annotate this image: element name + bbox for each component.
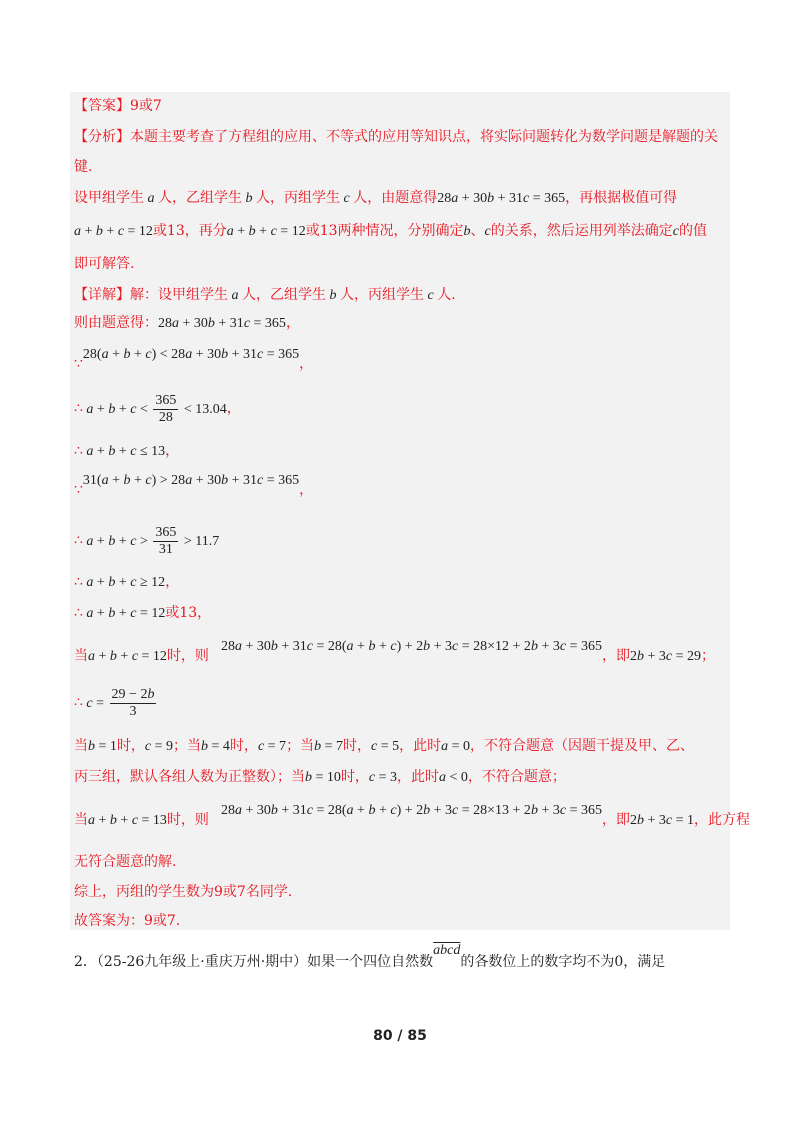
fraction: $\frac{365}{28}$ [155, 393, 177, 425]
text: ， [165, 443, 180, 459]
case12-line [74, 636, 715, 664]
var-c: c [672, 224, 679, 239]
equation: b = 4 [201, 739, 230, 754]
therefore-symbol: ∴ [74, 574, 83, 590]
analysis-end-line [74, 254, 134, 274]
fraction: $\frac{29 - 2b}{3}$ [111, 687, 155, 719]
analysis-line [74, 127, 718, 147]
text: 或13两种情况，分别确定 [305, 223, 464, 239]
equation: 28a + 30b + 31c = 365 [158, 316, 286, 331]
equation: a + b + c = 12 [88, 649, 167, 664]
equation: 28a + 30b + 31c = 28(a + b + c) + 2b + 3c = 28×12 + 2b + 3c = 365 [220, 639, 602, 654]
equation: a = 0 [441, 739, 470, 754]
text: 时， [116, 738, 145, 754]
inequality: a < 0 [439, 770, 468, 785]
question-text: 的各数位上的数字均不为0，满足 [460, 954, 666, 970]
therefore-line-3 [74, 525, 219, 558]
therefore-line-1 [74, 393, 241, 426]
enumeration-line [74, 736, 694, 757]
inequality: 28(a + b + c) < 28a + 30b + 31c = 365 [82, 347, 300, 362]
var-b: b [245, 191, 253, 206]
text: 人. [437, 287, 456, 303]
text: ，即 [601, 648, 630, 664]
therefore-symbol: ∴ [74, 400, 83, 417]
equation: c = 7 [257, 739, 287, 754]
text: 的值 [678, 223, 707, 239]
text: 人，丙组学生 [340, 287, 424, 303]
answer-text: 【答案】9或7 [74, 98, 162, 114]
text: 故答案为：9或7. [74, 913, 181, 929]
text: 时， [340, 769, 369, 785]
equation: c = 5 [370, 739, 400, 754]
text: 设甲组学生 [74, 190, 144, 206]
inequality: 31(a + b + c) > 28a + 30b + 31c = 365 [82, 473, 300, 488]
inequality: a + b + c > $\frac{365}{31}$ > 11.7 [86, 525, 220, 557]
equation: c = $\frac{29 - 2b}{3}$ [86, 687, 155, 719]
text: ； [701, 648, 715, 664]
final-answer-line [74, 911, 180, 931]
equation: b = 7 [314, 739, 343, 754]
equation: c = 9 [144, 739, 174, 754]
answer-line [74, 96, 162, 116]
four-digit-number: abcd [433, 943, 461, 958]
text: 人，乙组学生 [242, 287, 326, 303]
equation: a + b + c = 12 [226, 224, 306, 239]
text: 丙三组，默认各组人数为正整数）；当 [74, 769, 305, 785]
analysis-text: 【分析】本题主要考查了方程组的应用、不等式的应用等知识点，将实际问题转化为数学问题是解题的关 [74, 129, 718, 145]
equation: 28a + 30b + 31c = 365 [437, 191, 566, 206]
therefore-symbol: ∴ [74, 605, 83, 621]
text: ， [226, 400, 241, 417]
conclusion-line [74, 882, 292, 902]
var-c: c [343, 191, 350, 206]
therefore-symbol: ∴ [74, 443, 83, 459]
fraction: $\frac{365}{31}$ [155, 525, 177, 557]
analysis-text-cont: 键. [74, 159, 93, 175]
inequality: a + b + c ≤ 13 [86, 444, 166, 459]
case13-line [74, 800, 750, 828]
text: ；当 [173, 738, 202, 754]
text: 人，丙组学生 [256, 190, 340, 206]
text: 当 [74, 738, 88, 754]
text: 时， [342, 738, 371, 754]
text: 则由题意得： [74, 315, 158, 331]
question-text: 2．（25-26九年级上·重庆万州·期中）如果一个四位自然数 [74, 954, 434, 970]
var-c: c [427, 288, 434, 303]
text: 时， [229, 738, 258, 754]
analysis-line-cont [74, 157, 92, 177]
var-b: b [463, 224, 471, 239]
var-c: c [484, 224, 491, 239]
because-symbol: ∵ [74, 356, 83, 372]
text: 【详解】解：设甲组学生 [74, 287, 228, 303]
therefore-line-2 [74, 441, 179, 462]
therefore-line-5 [74, 603, 211, 624]
text: 人，由题意得 [353, 190, 438, 206]
therefore-symbol: ∴ [74, 694, 83, 711]
analysis-cases-line [74, 221, 707, 242]
text: 当 [74, 812, 88, 828]
text: 的关系，然后运用列举法确定 [490, 223, 673, 239]
text: 综上，丙组的学生数为9或7名同学. [74, 884, 293, 900]
text: ，此时 [399, 738, 442, 754]
because-line-2 [74, 470, 314, 498]
equation: c = 3 [368, 770, 398, 785]
text: 人，乙组学生 [158, 190, 242, 206]
because-symbol: ∵ [74, 482, 83, 498]
text: 或13，再分 [152, 223, 227, 239]
question-2 [74, 943, 666, 973]
page-number: 80 / 85 [373, 1028, 427, 1044]
equation: 28a + 30b + 31c = 28(a + b + c) + 2b + 3c = 28×13 + 2b + 3c = 365 [220, 803, 602, 818]
text: ，不符合题意（因题干提及甲、乙、 [470, 738, 694, 754]
equation: b = 10 [305, 770, 341, 785]
text: 时，则 [166, 648, 209, 664]
text: ，此时 [397, 769, 440, 785]
detail-line [74, 285, 456, 306]
text: ，即 [601, 812, 630, 828]
text: 即可解答. [74, 256, 135, 272]
text: ，此方程 [694, 812, 750, 828]
therefore-line-4 [74, 572, 179, 593]
therefore-line-6 [74, 687, 158, 720]
text: ；当 [286, 738, 315, 754]
equation: 2b + 3c = 1 [629, 813, 694, 828]
equation: 2b + 3c = 29 [629, 649, 701, 664]
inequality: a + b + c ≥ 12 [86, 575, 166, 590]
text: 无符合题意的解. [74, 854, 177, 870]
equation: a + b + c = 13 [88, 813, 167, 828]
text: ， [299, 482, 314, 498]
text: 当 [74, 648, 88, 664]
text: 或13， [165, 605, 212, 621]
text: ，再根据极值可得 [565, 190, 678, 206]
var-b: b [329, 288, 337, 303]
equation: a + b + c = 12 [74, 224, 153, 239]
inequality: a + b + c < $\frac{365}{28}$ < 13.04 [86, 393, 227, 425]
var-a: a [231, 288, 239, 303]
text: ， [285, 315, 300, 331]
therefore-symbol: ∴ [74, 532, 83, 549]
equation: a + b + c = 12 [86, 606, 166, 621]
because-line-1 [74, 344, 314, 372]
equation: b = 1 [88, 739, 117, 754]
var-a: a [147, 191, 155, 206]
no-solution-line [74, 852, 176, 872]
text: ， [165, 574, 180, 590]
text: 时，则 [166, 812, 209, 828]
analysis-setup-line [74, 188, 677, 209]
text: ， [299, 356, 314, 372]
text: 、 [470, 223, 485, 239]
equation-line [74, 313, 300, 334]
text: ，不符合题意； [467, 769, 566, 785]
enumeration-line-cont [74, 767, 566, 788]
